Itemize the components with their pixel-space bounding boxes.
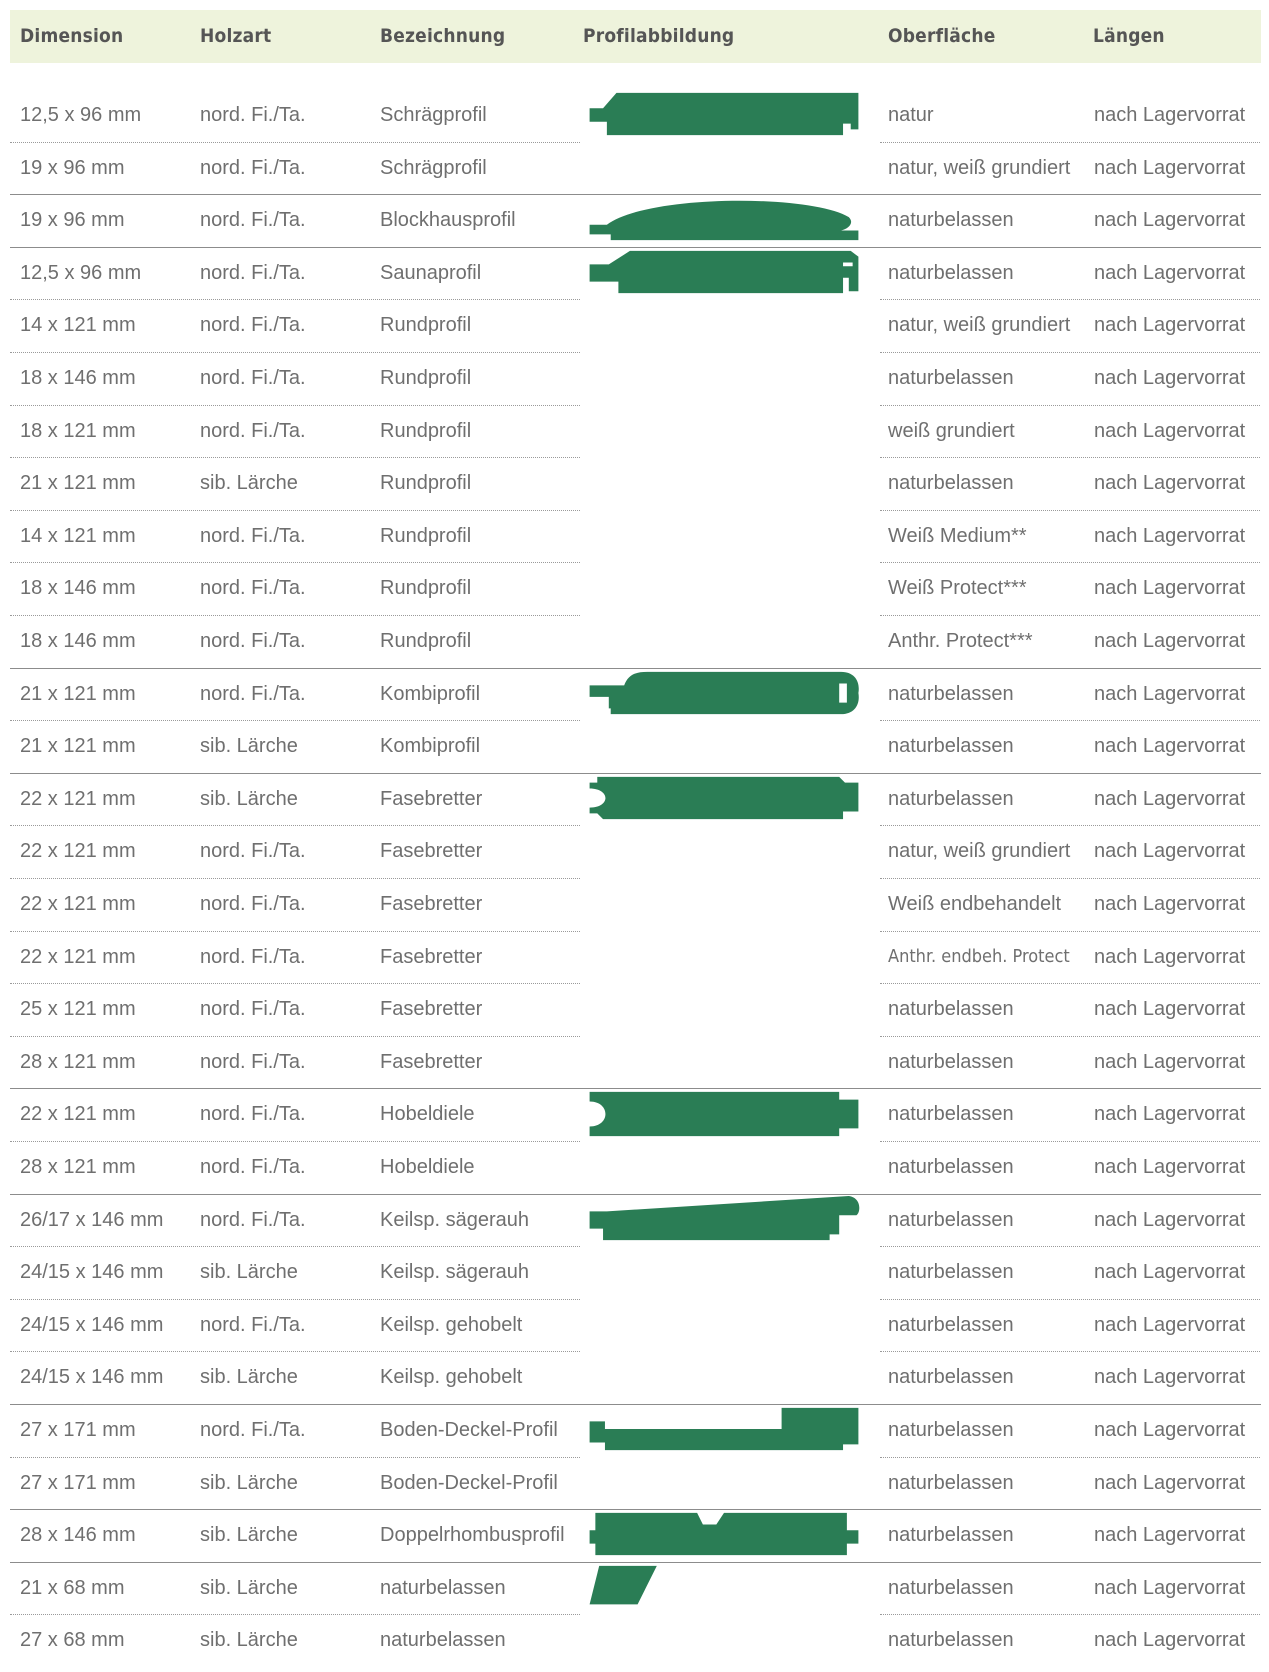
cell-bezeichnung: Rundprofil: [380, 419, 472, 442]
boden-deckel-icon: [584, 1406, 864, 1454]
cell-bezeichnung: Rundprofil: [380, 367, 472, 389]
cell-dimension: 18 x 121 mm: [20, 419, 136, 442]
cell-dimension: 24/15 x 146 mm: [20, 1313, 164, 1336]
cell-bezeichnung: Saunaprofil: [380, 261, 482, 284]
cell-bezeichnung: Rundprofil: [380, 577, 472, 600]
cell-oberflaeche: naturbelassen: [888, 1366, 1014, 1389]
cell-holzart: nord. Fi./Ta.: [200, 524, 306, 547]
cell-bezeichnung: Fasebretter: [380, 787, 483, 810]
cell-oberflaeche: naturbelassen: [888, 1629, 1014, 1652]
cell-dimension: 27 x 171 mm: [20, 1471, 136, 1494]
cell-oberflaeche: Weiß Protect***: [888, 577, 1027, 600]
blockhausprofil-icon: [584, 196, 864, 244]
keilspund-icon: [584, 1196, 864, 1244]
cell-holzart: nord. Fi./Ta.: [200, 314, 306, 337]
cell-dimension: 18 x 146 mm: [20, 367, 136, 389]
cell-laengen: nach Lagervorrat: [1094, 1261, 1246, 1284]
cell-holzart: nord. Fi./Ta.: [200, 156, 306, 179]
cell-bezeichnung: Fasebretter: [380, 840, 483, 863]
cell-dimension: 18 x 146 mm: [20, 630, 136, 652]
table-row: [0, 983, 1269, 1035]
cell-holzart: nord. Fi./Ta.: [200, 840, 306, 863]
header-profilabbildung: Profilabbildung: [583, 25, 735, 47]
doppelrhombus-icon: [584, 1511, 864, 1559]
cell-bezeichnung: Rundprofil: [380, 472, 472, 495]
cell-dimension: 27 x 171 mm: [20, 1419, 136, 1441]
table-row: [0, 1457, 1269, 1509]
cell-laengen: nach Lagervorrat: [1094, 314, 1246, 337]
cell-oberflaeche: naturbelassen: [888, 787, 1014, 810]
table-row: [0, 510, 1269, 562]
cell-holzart: nord. Fi./Ta.: [200, 682, 306, 705]
cell-oberflaeche: naturbelassen: [888, 1261, 1014, 1284]
cell-oberflaeche: naturbelassen: [888, 367, 1014, 389]
cell-bezeichnung: Schrägprofil: [380, 104, 487, 126]
cell-laengen: nach Lagervorrat: [1094, 1050, 1246, 1073]
header-bezeichnung: Bezeichnung: [380, 25, 506, 47]
table-row: [0, 720, 1269, 772]
cell-laengen: nach Lagervorrat: [1094, 524, 1246, 547]
cell-dimension: 28 x 146 mm: [20, 1524, 136, 1547]
cell-laengen: nach Lagervorrat: [1094, 209, 1246, 232]
cell-oberflaeche: weiß grundiert: [888, 419, 1015, 442]
cell-laengen: nach Lagervorrat: [1094, 1208, 1246, 1231]
cell-holzart: nord. Fi./Ta.: [200, 1156, 306, 1178]
cell-dimension: 22 x 121 mm: [20, 787, 136, 810]
cell-oberflaeche: naturbelassen: [888, 1576, 1014, 1599]
cell-bezeichnung: Kombiprofil: [380, 735, 481, 758]
cell-holzart: nord. Fi./Ta.: [200, 1419, 306, 1441]
cell-dimension: 22 x 121 mm: [20, 840, 136, 863]
cell-holzart: nord. Fi./Ta.: [200, 1208, 306, 1231]
cell-holzart: nord. Fi./Ta.: [200, 998, 306, 1021]
cell-dimension: 18 x 146 mm: [20, 577, 136, 600]
cell-oberflaeche: naturbelassen: [888, 1524, 1014, 1547]
cell-holzart: sib. Lärche: [200, 472, 298, 495]
cell-holzart: sib. Lärche: [200, 1524, 298, 1547]
cell-oberflaeche: naturbelassen: [888, 682, 1014, 705]
cell-laengen: nach Lagervorrat: [1094, 787, 1246, 810]
cell-holzart: nord. Fi./Ta.: [200, 1313, 306, 1336]
table-row: [0, 1141, 1269, 1193]
cell-holzart: nord. Fi./Ta.: [200, 893, 306, 915]
cell-bezeichnung: Keilsp. gehobelt: [380, 1313, 523, 1336]
cell-oberflaeche: naturbelassen: [888, 261, 1014, 284]
cell-oberflaeche: Weiß endbehandelt: [888, 893, 1062, 915]
cell-laengen: nach Lagervorrat: [1094, 682, 1246, 705]
cell-holzart: nord. Fi./Ta.: [200, 945, 306, 968]
table-row: [0, 931, 1269, 983]
cell-laengen: nach Lagervorrat: [1094, 893, 1246, 915]
cell-oberflaeche: naturbelassen: [888, 1419, 1014, 1441]
cell-dimension: 14 x 121 mm: [20, 524, 136, 547]
cell-oberflaeche: naturbelassen: [888, 1156, 1014, 1178]
cell-laengen: nach Lagervorrat: [1094, 998, 1246, 1021]
cell-holzart: nord. Fi./Ta.: [200, 1103, 306, 1126]
cell-laengen: nach Lagervorrat: [1094, 1576, 1246, 1599]
cell-oberflaeche: naturbelassen: [888, 472, 1014, 495]
cell-holzart: nord. Fi./Ta.: [200, 261, 306, 284]
table-row: [0, 405, 1269, 457]
cell-dimension: 26/17 x 146 mm: [20, 1208, 164, 1231]
cell-oberflaeche: naturbelassen: [888, 735, 1014, 758]
cell-holzart: nord. Fi./Ta.: [200, 104, 306, 126]
header-laengen: Längen: [1093, 25, 1165, 47]
cell-dimension: 12,5 x 96 mm: [20, 104, 142, 126]
cell-laengen: nach Lagervorrat: [1094, 1629, 1246, 1652]
table-row: [0, 1246, 1269, 1298]
table-row: [0, 615, 1269, 667]
cell-oberflaeche: Anthr. Protect***: [888, 630, 1033, 652]
table-row: [0, 299, 1269, 351]
cell-oberflaeche: Anthr. endbeh. Protect: [888, 945, 1070, 967]
table-row: [0, 457, 1269, 509]
table-row: [0, 825, 1269, 877]
cell-bezeichnung: naturbelassen: [380, 1576, 506, 1599]
cell-holzart: sib. Lärche: [200, 1366, 298, 1389]
cell-bezeichnung: naturbelassen: [380, 1629, 506, 1652]
cell-bezeichnung: Hobeldiele: [380, 1103, 475, 1126]
cell-laengen: nach Lagervorrat: [1094, 156, 1246, 179]
cell-holzart: nord. Fi./Ta.: [200, 577, 306, 600]
table-row: [0, 878, 1269, 930]
cell-laengen: nach Lagervorrat: [1094, 472, 1246, 495]
cell-oberflaeche: Weiß Medium**: [888, 524, 1027, 547]
cell-holzart: nord. Fi./Ta.: [200, 419, 306, 442]
cell-holzart: nord. Fi./Ta.: [200, 1050, 306, 1073]
cell-dimension: 24/15 x 146 mm: [20, 1366, 164, 1389]
cell-oberflaeche: naturbelassen: [888, 1208, 1014, 1231]
cell-dimension: 12,5 x 96 mm: [20, 261, 142, 284]
cell-bezeichnung: Boden-Deckel-Profil: [380, 1419, 558, 1441]
cell-laengen: nach Lagervorrat: [1094, 419, 1246, 442]
cell-oberflaeche: naturbelassen: [888, 1050, 1014, 1073]
cell-dimension: 22 x 121 mm: [20, 945, 136, 968]
cell-laengen: nach Lagervorrat: [1094, 735, 1246, 758]
cell-bezeichnung: Fasebretter: [380, 998, 483, 1021]
fasebretter-icon: [584, 775, 864, 823]
table-row: [0, 1614, 1269, 1666]
cell-dimension: 21 x 68 mm: [20, 1576, 125, 1599]
cell-laengen: nach Lagervorrat: [1094, 367, 1246, 389]
cell-holzart: nord. Fi./Ta.: [200, 367, 306, 389]
table-row: [0, 142, 1269, 194]
cell-holzart: sib. Lärche: [200, 787, 298, 810]
cell-bezeichnung: Rundprofil: [380, 314, 472, 337]
cell-laengen: nach Lagervorrat: [1094, 261, 1246, 284]
cell-holzart: sib. Lärche: [200, 1576, 298, 1599]
saunaprofil-icon: [584, 249, 864, 297]
hobeldiele-icon: [584, 1090, 864, 1138]
cell-dimension: 19 x 96 mm: [20, 156, 125, 179]
cell-laengen: nach Lagervorrat: [1094, 1313, 1246, 1336]
cell-oberflaeche: naturbelassen: [888, 998, 1014, 1021]
cell-laengen: nach Lagervorrat: [1094, 1524, 1246, 1547]
cell-dimension: 19 x 96 mm: [20, 209, 125, 232]
cell-laengen: nach Lagervorrat: [1094, 1103, 1246, 1126]
cell-bezeichnung: Hobeldiele: [380, 1156, 475, 1178]
cell-holzart: sib. Lärche: [200, 735, 298, 758]
cell-laengen: nach Lagervorrat: [1094, 840, 1246, 863]
cell-dimension: 21 x 121 mm: [20, 472, 136, 495]
cell-bezeichnung: Blockhausprofil: [380, 209, 516, 232]
cell-oberflaeche: natur, weiß grundiert: [888, 840, 1071, 863]
cell-bezeichnung: Fasebretter: [380, 945, 483, 968]
cell-holzart: sib. Lärche: [200, 1261, 298, 1284]
cell-bezeichnung: Fasebretter: [380, 893, 483, 915]
table-row: [0, 1036, 1269, 1088]
cell-oberflaeche: natur, weiß grundiert: [888, 314, 1071, 337]
cell-dimension: 21 x 121 mm: [20, 682, 136, 705]
cell-dimension: 27 x 68 mm: [20, 1629, 125, 1652]
header-oberflaeche: Oberfläche: [888, 25, 996, 47]
cell-dimension: 25 x 121 mm: [20, 998, 136, 1021]
cell-oberflaeche: naturbelassen: [888, 1103, 1014, 1126]
cell-bezeichnung: Boden-Deckel-Profil: [380, 1471, 558, 1494]
cell-holzart: nord. Fi./Ta.: [200, 209, 306, 232]
cell-bezeichnung: Keilsp. sägerauh: [380, 1261, 529, 1284]
cell-oberflaeche: natur, weiß grundiert: [888, 156, 1071, 179]
cell-bezeichnung: Doppelrhombusprofil: [380, 1524, 565, 1547]
header-dimension: Dimension: [20, 25, 124, 47]
cell-laengen: nach Lagervorrat: [1094, 630, 1246, 652]
table-row: [0, 562, 1269, 614]
cell-dimension: 28 x 121 mm: [20, 1156, 136, 1178]
cell-oberflaeche: naturbelassen: [888, 209, 1014, 232]
cell-oberflaeche: natur: [888, 104, 934, 126]
table-row: [0, 1351, 1269, 1403]
cell-laengen: nach Lagervorrat: [1094, 1156, 1246, 1178]
cell-bezeichnung: Schrägprofil: [380, 156, 487, 179]
cell-bezeichnung: Rundprofil: [380, 630, 472, 652]
cell-laengen: nach Lagervorrat: [1094, 945, 1246, 968]
cell-laengen: nach Lagervorrat: [1094, 1366, 1246, 1389]
kombiprofil-icon: [584, 670, 864, 718]
cell-holzart: nord. Fi./Ta.: [200, 630, 306, 652]
cell-dimension: 14 x 121 mm: [20, 314, 136, 337]
cell-dimension: 22 x 121 mm: [20, 893, 136, 915]
cell-bezeichnung: Fasebretter: [380, 1050, 483, 1073]
cell-bezeichnung: Kombiprofil: [380, 682, 481, 705]
cell-oberflaeche: naturbelassen: [888, 1313, 1014, 1336]
cell-holzart: sib. Lärche: [200, 1629, 298, 1652]
cell-laengen: nach Lagervorrat: [1094, 1419, 1246, 1441]
cell-bezeichnung: Rundprofil: [380, 524, 472, 547]
cell-dimension: 21 x 121 mm: [20, 735, 136, 758]
cell-dimension: 22 x 121 mm: [20, 1103, 136, 1126]
cell-laengen: nach Lagervorrat: [1094, 1471, 1246, 1494]
cell-holzart: sib. Lärche: [200, 1471, 298, 1494]
rhombus-icon: [584, 1564, 864, 1612]
cell-bezeichnung: Keilsp. sägerauh: [380, 1208, 529, 1231]
cell-bezeichnung: Keilsp. gehobelt: [380, 1366, 523, 1389]
cell-laengen: nach Lagervorrat: [1094, 104, 1246, 126]
header-holzart: Holzart: [200, 25, 272, 47]
cell-dimension: 28 x 121 mm: [20, 1050, 136, 1073]
table-row: [0, 352, 1269, 404]
cell-oberflaeche: naturbelassen: [888, 1471, 1014, 1494]
cell-dimension: 24/15 x 146 mm: [20, 1261, 164, 1284]
schraegprofil-icon: [584, 91, 864, 139]
table-row: [0, 1299, 1269, 1351]
cell-laengen: nach Lagervorrat: [1094, 577, 1246, 600]
